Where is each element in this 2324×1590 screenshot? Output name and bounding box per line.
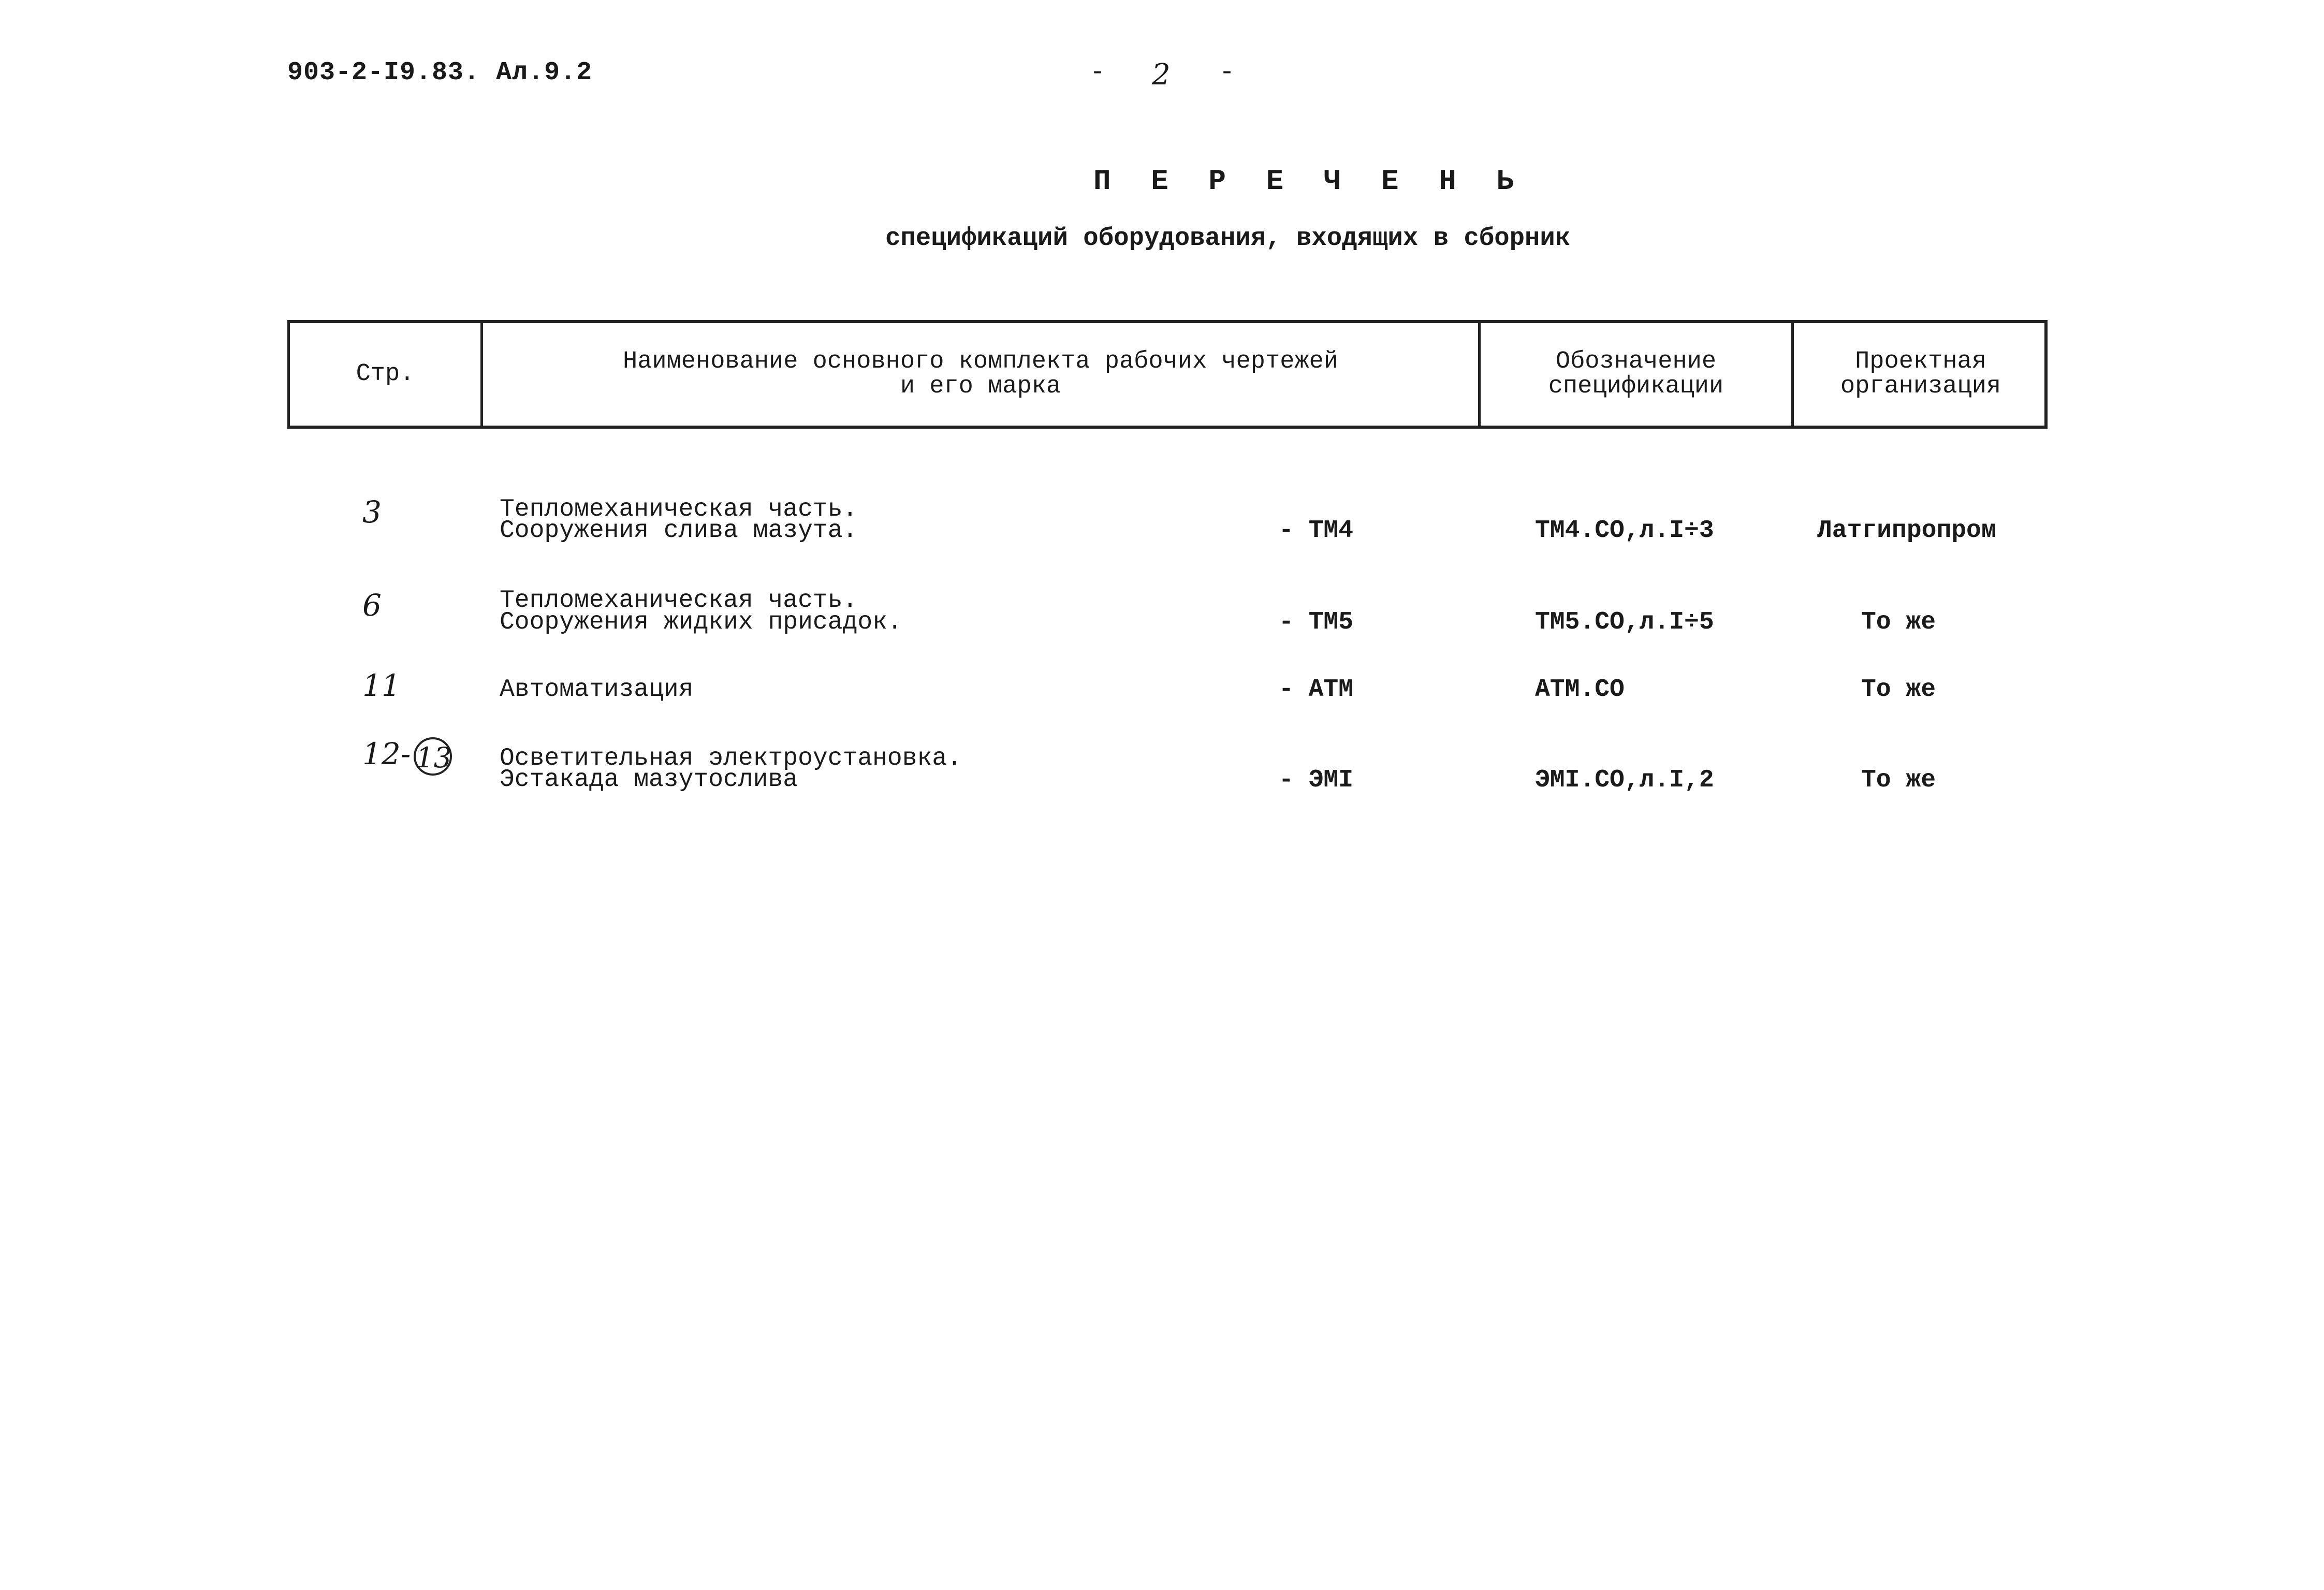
row-mark: - АТМ	[1279, 676, 1354, 704]
row-name-line1: Осветительная электроустановка.	[500, 745, 962, 772]
row-org: То же	[1861, 766, 1936, 794]
row-spec: АТМ.СО	[1535, 676, 1625, 704]
row-page-number: 6	[362, 588, 382, 623]
row-name-line1: Автоматизация	[500, 676, 694, 704]
row-page-number	[362, 736, 452, 776]
header-org-line2: организация	[1840, 373, 2001, 400]
page-number-dash-left: -	[1090, 58, 1106, 87]
row-name-line1: Тепломеханическая часть.	[500, 587, 858, 615]
circled-page-number: 13	[414, 737, 452, 776]
header-spec-line2: спецификации	[1548, 373, 1724, 400]
document-title: П Е Р Е Ч Е Н Ь	[1093, 165, 1526, 198]
header-name-line2: и его марка	[900, 373, 1061, 400]
row-mark: - ЭМI	[1279, 766, 1354, 794]
table-header	[287, 320, 2048, 429]
header-cell-name	[483, 323, 1478, 426]
header-spec-line1: Обозначение	[1555, 348, 1717, 375]
row-org: То же	[1861, 676, 1936, 704]
row-name-line2: Эстакада мазутослива	[500, 766, 798, 794]
row-spec: ЭМI.СО,л.I,2	[1535, 766, 1714, 794]
row-name-line1: Тепломеханическая часть.	[500, 495, 858, 523]
header-cell-spec	[1481, 323, 1791, 426]
row-spec: ТМ4.СО,л.I÷3	[1535, 517, 1714, 545]
row-mark: - ТМ5	[1279, 608, 1354, 636]
row-org: Латгипропром	[1817, 517, 1996, 545]
document-subtitle: спецификаций оборудования, входящих в сборник	[885, 224, 1571, 253]
row-page-start: 12-	[362, 736, 411, 771]
row-page-number: 3	[362, 494, 382, 530]
row-page-number: 11	[362, 668, 401, 703]
row-name-line2: Сооружения жидких присадок.	[500, 608, 902, 636]
row-mark: - ТМ4	[1279, 517, 1354, 545]
header-cell-page	[290, 323, 480, 426]
header-org-line1: Проектная	[1855, 348, 1986, 375]
header-name-line1: Наименование основного комплекта рабочих чертежей	[622, 348, 1339, 375]
header-cell-org	[1794, 323, 2048, 426]
row-spec: ТМ5.СО,л.I÷5	[1535, 608, 1714, 636]
document-code: 903-2-I9.83. Ал.9.2	[287, 58, 593, 87]
page-number: 2	[1152, 58, 1171, 92]
row-name-line2: Сооружения слива мазута.	[500, 517, 858, 545]
page-number-dash-right: -	[1219, 58, 1235, 87]
row-org: То же	[1861, 608, 1936, 636]
header-page-label: Стр.	[356, 360, 415, 388]
